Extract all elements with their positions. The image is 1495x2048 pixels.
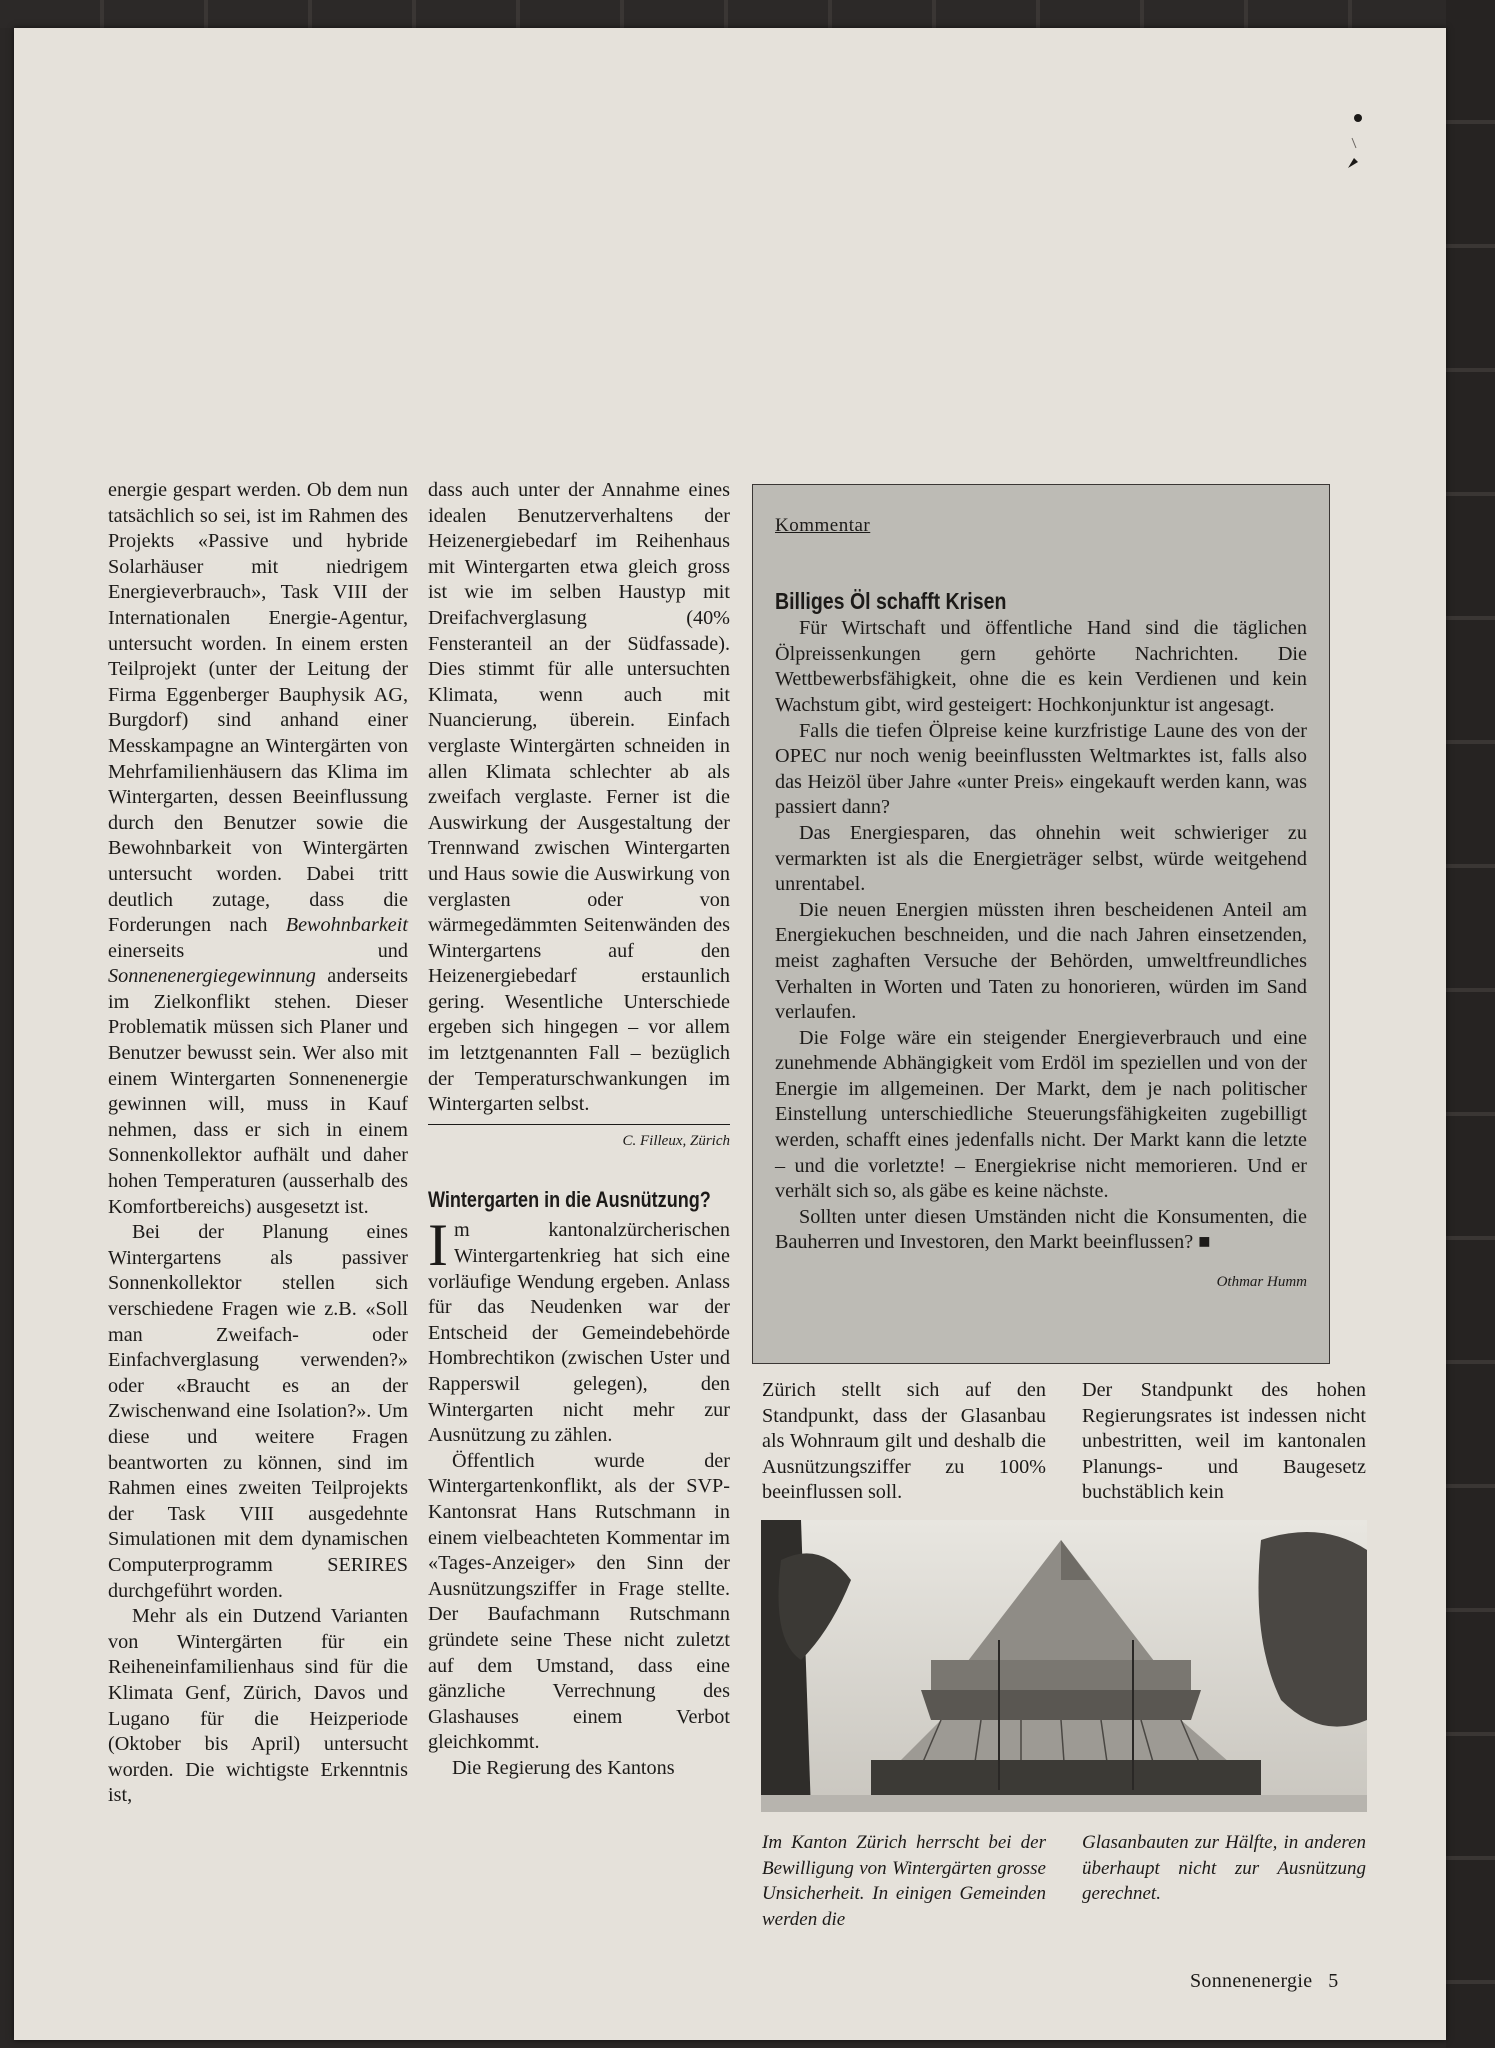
col1-paragraph-1: energie gespart werden. Ob dem nun tatsächlich so sei, ist im Rahmen des Projekts «Passive und hybride Solarhäuser mit niedrigem Energieverbrauch», Task VIII der Internationalen Energie-Agentur, untersucht worden. In einem ersten Teilprojekt (unter der Leitung der Firma Eggenberger Bauphysik AG, Burgdorf) sind anhand einer Messkampagne an Wintergärten von Mehrfamilienhäusern das Klima im Wintergarten, dessen Beeinflussung durch den Benutzer sowie die Bewohnbarkeit von Wintergärten untersucht worden. Dabei tritt deutlich zutage, dass die Forderungen nach Bewohnbarkeit einerseits und Sonnenenergiegewinnung anderseits im Zielkonflikt stehen. Dieser Problematik müssen sich Planer und Benutzer bewusst sein. Wer also mit einem Wintergarten Sonnenenergie gewinnen will, muss in Kauf nehmen, dass er sich in einem Sonnenkollektor aufhält und daher hohen Temperaturen (ausserhalb des Komfortbereichs) ausgesetzt ist. bbox=[108, 479, 408, 1218]
bottom-left-text: Zürich stellt sich auf den Standpunkt, dass der Glasanbau als Wohnraum gilt und deshalb die Ausnützungsziffer zu 100% beeinflussen soll. bbox=[762, 1379, 1046, 1504]
bottom-right-text: Der Standpunkt des hohen Regierungsrates ist indessen nicht unbestritten, weil im kantonalen Planungs- und Baugesetz buchstäblich kein bbox=[1082, 1379, 1366, 1504]
bottom-column-left bbox=[762, 1378, 1046, 1506]
scan-ruler-top bbox=[0, 0, 1495, 28]
photo-caption-right: Glasanbauten zur Hälfte, in anderen überhaupt nicht zur Ausnützung gerechnet. bbox=[1082, 1832, 1366, 1904]
kommentar-paragraph: Sollten unter diesen Umständen nicht die Konsumenten, die Bauherren und Investoren, den Markt beeinflussen? ■ bbox=[775, 1205, 1307, 1254]
col2-paragraph-2: Im kantonalzürcherischen Wintergartenkrieg hat sich eine vorläufige Wendung ergeben. Anlass für das Neudenken war der Entscheid der Gemeindebehörde Hombrechtikon (zwischen Uster und Rapperswil gelegen), den Wintergarten nicht mehr zur Ausnützung zu zählen. bbox=[428, 1212, 730, 1447]
kommentar-paragraph: Für Wirtschaft und öffentliche Hand sind die täglichen Ölpreissenkungen gern gehörte Nachrichten. Die Wettbewerbsfähigkeit, ohne die es kein Verdienen und kein Wachstum gibt, wird gesteigert: Hochkonjunktur ist angesagt. bbox=[775, 617, 1307, 716]
wintergarten-headline: Wintergarten in die Ausnützung? bbox=[428, 1187, 711, 1213]
article-column-1 bbox=[108, 478, 408, 1809]
kommentar-paragraph: Falls die tiefen Ölpreise keine kurzfristige Laune des von der OPEC nur noch wenig beeinflussten Weltmarktes ist, falls also das Heizöl über Jahre «unter Preis» eingekauft werden kann, was passiert dann? bbox=[775, 719, 1307, 819]
page-number: 5 bbox=[1328, 1970, 1339, 1992]
page-footer bbox=[1190, 1970, 1339, 1993]
photo-caption-left: Im Kanton Zürich herrscht bei der Bewilligung von Wintergärten grosse Unsicherheit. In einigen Gemeinden werden die bbox=[762, 1832, 1046, 1930]
article-signature: C. Filleux, Zürich bbox=[428, 1124, 730, 1155]
article-column-2 bbox=[428, 478, 730, 1782]
col2-paragraph-1: dass auch unter der Annahme eines idealen Benutzerverhaltens der Heizenergiebedarf im Reihenhaus mit Wintergarten etwa gleich gross ist wie im selben Haustyp mit Dreifachverglasung (40% Fensteranteil an der Südfassade). Dies stimmt für alle untersuchten Klimata, wenn auch mit Nuancierung, überein. Einfach verglaste Wintergärten schneiden in allen Klimata schlechter ab als zweifach verglaste. Ferner ist die Auswirkung der Ausgestaltung der Trennwand zwischen Wintergarten und Haus sowie die Auswirkung von verglasten oder von wärmegedämmten Seitenwänden des Wintergartens auf den Heizenergiebedarf erstaunlich gering. Wesentliche Unterschiede ergeben sich hingegen – vor allem im letztgenannten Fall – bezüglich der Temperaturschwankungen im Wintergarten selbst. bbox=[428, 479, 730, 1116]
kommentar-label: Kommentar bbox=[775, 515, 871, 536]
col2-paragraph-4: Die Regierung des Kantons bbox=[452, 1756, 675, 1779]
col1-paragraph-2: Bei der Planung eines Wintergartens als passiver Sonnenkollektor stellen sich verschiedene Fragen wie z.B. «Soll man Zweifach- oder Einfachverglasung verwenden?» oder «Braucht es an der Zwischenwand eine Isolation?». Um diese und weitere Fragen beantworten zu können, sind im Rahmen eines zweiten Teilprojekts der Task VIII ausgedehnte Simulationen mit dem dynamischen Computerprogramm SERIRES durchgeführt worden. bbox=[108, 1221, 408, 1602]
publication-name: Sonnenenergie bbox=[1190, 1970, 1313, 1992]
col1-paragraph-3: Mehr als ein Dutzend Varianten von Wintergärten für ein Reiheneinfamilienhaus sind für die Klimata Genf, Zürich, Davos und Lugano für die Heizperiode (Oktober bis April) untersucht worden. Die wichtigste Erkenntnis ist, bbox=[108, 1605, 408, 1807]
drop-cap: I bbox=[428, 1212, 448, 1279]
kommentar-box bbox=[752, 484, 1330, 1364]
kommentar-author: Othmar Humm bbox=[1216, 1274, 1307, 1291]
wintergarten-photo bbox=[761, 1520, 1367, 1812]
bottom-column-right bbox=[1082, 1378, 1366, 1506]
ink-speck-marks bbox=[1318, 108, 1378, 188]
col2-paragraph-3: Öffentlich wurde der Wintergartenkonflikt, als der SVP-Kantonsrat Hans Rutschmann in einem vielbeachteten Kommentar im «Tages-Anzeiger» den Sinn der Ausnützungsziffer in Frage stellte. Der Baufachmann Rutschmann gründete seine These nicht zuletzt auf dem Umstand, dass eine gänzliche Verrechnung des Glashauses einem Verbot gleichkommt. bbox=[428, 1449, 730, 1754]
kommentar-paragraph: Die neuen Energien müssten ihren bescheidenen Anteil am Energiekuchen beschneiden, und die nach Jahren einsetzenden, meist zaghaften Versuche der Behörden, umweltfreundliches Verhalten in Worten und Taten zu honorieren, würden im Sand verlaufen. bbox=[775, 898, 1307, 1024]
scan-ruler-right bbox=[1446, 0, 1495, 2048]
kommentar-title: Billiges Öl schafft Krisen bbox=[775, 587, 1007, 614]
kommentar-paragraph: Die Folge wäre ein steigender Energieverbrauch und eine zunehmende Abhängigkeit vom Erdöl im speziellen und von der Energie im allgemeinen. Der Markt, dem je nach politischer Einstellung unterschiedliche Steuerungsfähigkeiten zugebilligt werden, schafft eines jedenfalls nicht. Der Markt kann die letzte – und die vorletzte! – Energiekrise nicht memorieren. Und er verhält sich so, als gäbe es keine nächste. bbox=[775, 1026, 1307, 1203]
kommentar-paragraph: Das Energiesparen, das ohnehin weit schwieriger zu vermarkten ist als die Energieträger selbst, würde weitgehend unrentabel. bbox=[775, 821, 1307, 896]
